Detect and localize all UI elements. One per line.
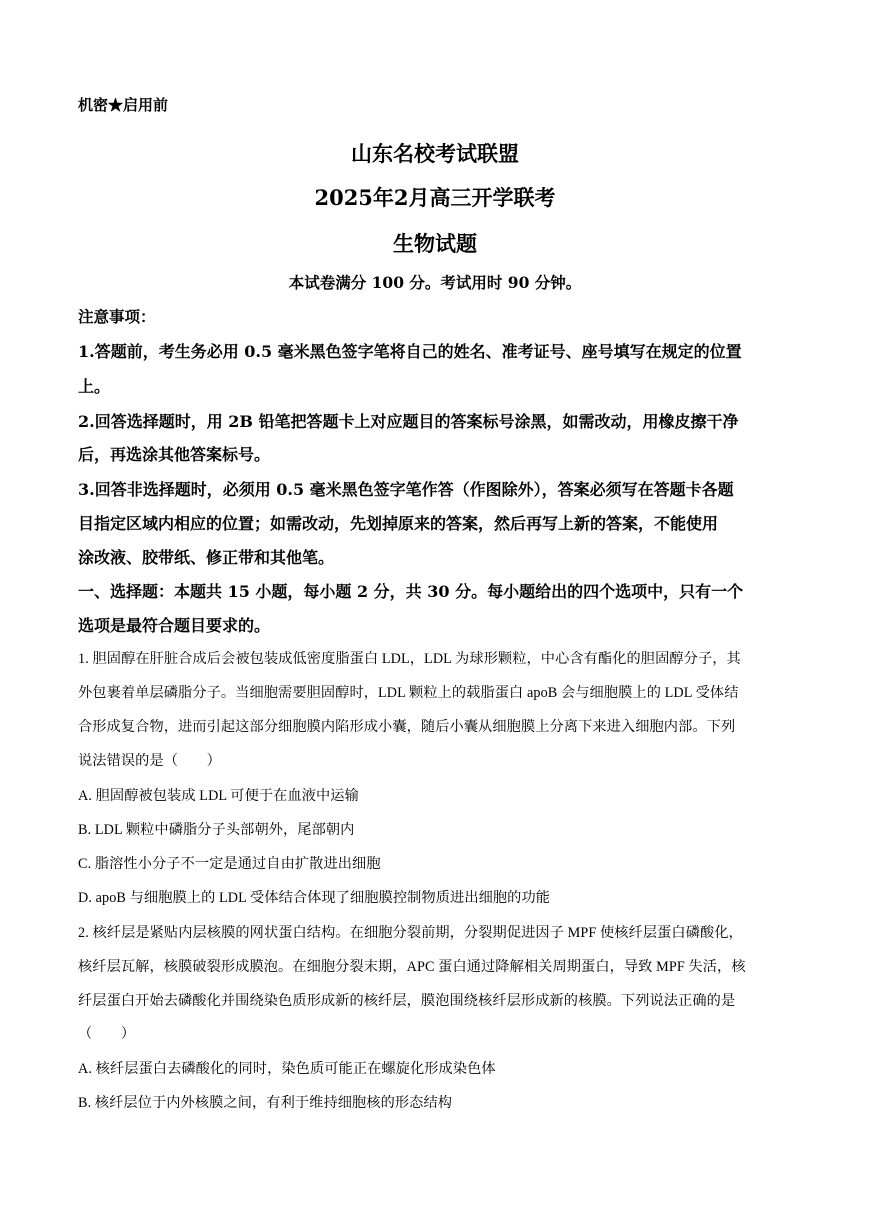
question-stem-line: 外包裹着单层磷脂分子。当细胞需要胆固醇时，LDL 颗粒上的载脂蛋白 apoB 会与细胞膜上的 LDL 受体结 (78, 685, 739, 701)
confidential-label: 机密★启用前 (78, 96, 169, 114)
option-c: C. 脂溶性小分子不一定是通过自由扩散进出细胞 (78, 856, 381, 872)
exam-alliance-title: 山东名校考试联盟 (351, 141, 519, 166)
option-a: A. 胆固醇被包装成 LDL 可便于在血液中运输 (78, 788, 359, 804)
question-stem-line: （ ） (78, 1026, 136, 1042)
question-stem-line: 核纤层瓦解，核膜破裂形成膜泡。在细胞分裂末期，APC 蛋白通过降解相关周期蛋白，导致 MPF 失活，核 (78, 959, 746, 975)
question-stem-line: 2. 核纤层是紧贴内层核膜的网状蛋白结构。在细胞分裂前期，分裂期促进因子 MPF 使核纤层蛋白磷酸化， (78, 925, 743, 941)
question-stem-line: 纤层蛋白开始去磷酸化并围绕染色质形成新的核纤层，膜泡围绕核纤层形成新的核膜。下列说法正确的是 (78, 993, 736, 1009)
notice-line: 2.回答选择题时，用 2B 铅笔把答题卡上对应题目的答案标号涂黑，如需改动，用橡皮擦干净 (78, 412, 739, 431)
question-stem-line: 1. 胆固醇在肝脏合成后会被包装成低密度脂蛋白 LDL，LDL 为球形颗粒，中心含有酯化的胆固醇分子，其 (78, 651, 741, 667)
section-heading: 选项是最符合题目要求的。 (78, 616, 271, 635)
notice-line: 1.答题前，考生务必用 0.5 毫米黑色签字笔将自己的姓名、准考证号、座号填写在规定的位置 (78, 342, 742, 361)
option-a: A. 核纤层蛋白去磷酸化的同时，染色质可能正在螺旋化形成染色体 (78, 1061, 496, 1077)
notice-heading: 注意事项： (78, 307, 156, 326)
section-heading: 一、选择题：本题共 15 小题，每小题 2 分，共 30 分。每小题给出的四个选项中，只有一个 (78, 582, 744, 601)
subject-title: 生物试题 (393, 231, 477, 256)
question-stem-line: 合形成复合物，进而引起这部分细胞膜内陷形成小囊，随后小囊从细胞膜上分离下来进入细胞内部。下列 (78, 719, 736, 735)
notice-line: 上。 (78, 377, 111, 396)
notice-line: 涂改液、胶带纸、修正带和其他笔。 (78, 548, 335, 567)
option-b: B. LDL 颗粒中磷脂分子头部朝外，尾部朝内 (78, 822, 355, 838)
notice-line: 3.回答非选择题时，必须用 0.5 毫米黑色签字笔作答（作图除外），答案必须写在答题卡各题 (78, 480, 734, 499)
question-stem-line: 说法错误的是（ ） (78, 753, 221, 769)
notice-line: 后，再选涂其他答案标号。 (78, 445, 271, 464)
notice-line: 目指定区域内相应的位置；如需改动，先划掉原来的答案，然后再写上新的答案，不能使用 (78, 514, 719, 533)
exam-session-title: 2025年2月高三开学联考 (314, 185, 556, 210)
option-d: D. apoB 与细胞膜上的 LDL 受体结合体现了细胞膜控制物质进出细胞的功能 (78, 890, 551, 906)
option-b: B. 核纤层位于内外核膜之间，有利于维持细胞核的形态结构 (78, 1095, 453, 1111)
exam-info: 本试卷满分 100 分。考试用时 90 分钟。 (288, 273, 582, 292)
